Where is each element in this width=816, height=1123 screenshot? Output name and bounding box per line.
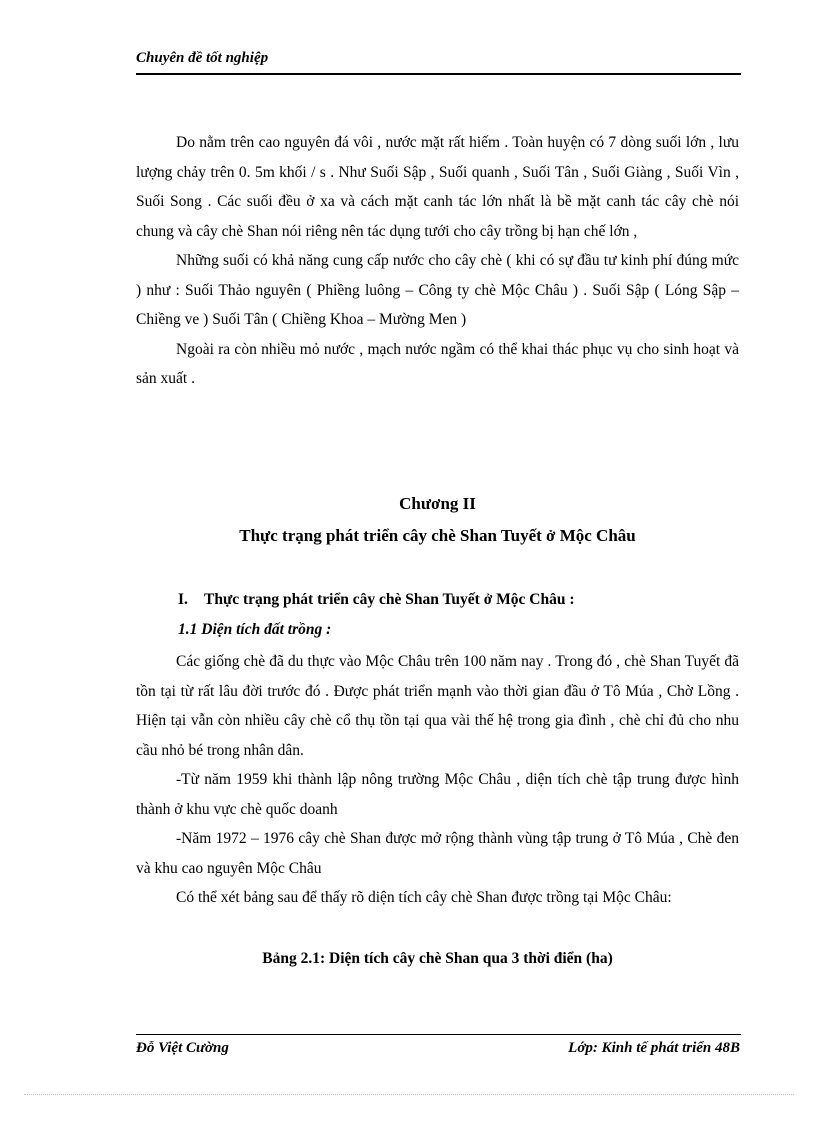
footer-class: Lớp: Kinh tế phát triển 48B [568, 1040, 740, 1056]
page-header [136, 48, 741, 68]
paragraph: -Năm 1972 – 1976 cây chè Shan được mở rộng thành vùng tập trung ở Tô Múa , Chè đen và khu cao nguyên Mộc Châu [136, 830, 739, 877]
paragraph: Những suối có khả năng cung cấp nước cho cây chè ( khi có sự đầu tư kinh phí đúng mức ) như : Suối Thảo nguyên ( Phiềng luông – Công ty chè Mộc Châu ) . Suối Sập ( Lóng Sập – Chiềng ve ) Suối Tân ( Chiềng Khoa – Mường Men ) [136, 252, 739, 328]
page-edge [24, 1094, 794, 1095]
chapter-number: Chương II [399, 494, 476, 513]
header-rule [136, 73, 741, 75]
section-number: I. [178, 591, 188, 608]
section-title: Thực trạng phát triển cây chè Shan Tuyết ở Mộc Châu : [204, 591, 575, 608]
paragraph: -Từ năm 1959 khi thành lập nông trường Mộc Châu , diện tích chè tập trung được hình thành ở khu vực chè quốc doanh [136, 771, 739, 818]
header-title: Chuyên đề tốt nghiệp [136, 50, 269, 66]
footer-author: Đỗ Việt Cường [136, 1040, 229, 1056]
section-heading [178, 591, 575, 609]
paragraph: Có thể xét bảng sau để thấy rõ diện tích cây chè Shan được trồng tại Mộc Châu: [176, 889, 672, 906]
paragraph: Ngoài ra còn nhiều mỏ nước , mạch nước ngầm có thể khai thác phục vụ cho sinh hoạt và sản xuất . [136, 340, 739, 387]
table-caption: Bảng 2.1: Diện tích cây chè Shan qua 3 thời điển (ha) [262, 950, 613, 967]
paragraph: Do nằm trên cao nguyên đá vôi , nước mặt rất hiếm . Toàn huyện có 7 dòng suối lớn , lưu lượng chảy trên 0. 5m khối / s . Như Suối Sập , Suối quanh , Suối Tân , Suối Giàng , Suối Vìn , Suối Song . Các suối đều ở xa và cách mặt canh tác lớn nhất là bề mặt canh tác cây chè nói chung và cây chè Shan nói riêng nên tác dụng tưới cho cây trồng bị hạn chế lớn , [136, 134, 739, 240]
subsection-heading: 1.1 Diện tích đất trồng : [178, 621, 332, 638]
intro-section [136, 128, 739, 394]
main-section [136, 647, 739, 913]
footer-rule [136, 1034, 741, 1035]
chapter-title: Thực trạng phát triển cây chè Shan Tuyết ở Mộc Châu [239, 526, 636, 545]
paragraph: Các giống chè đã du thực vào Mộc Châu trên 100 năm nay . Trong đó , chè Shan Tuyết đã tồn tại từ rất lâu đời trước đó . Được phát triển mạnh vào thời gian đầu ở Tô Múa , Chờ Lồng . Hiện tại vẫn còn nhiều cây chè cổ thụ tồn tại qua vài thế hệ trong gia đình , chè chỉ đủ cho nhu cầu nhỏ bé trong nhân dân. [136, 653, 739, 759]
